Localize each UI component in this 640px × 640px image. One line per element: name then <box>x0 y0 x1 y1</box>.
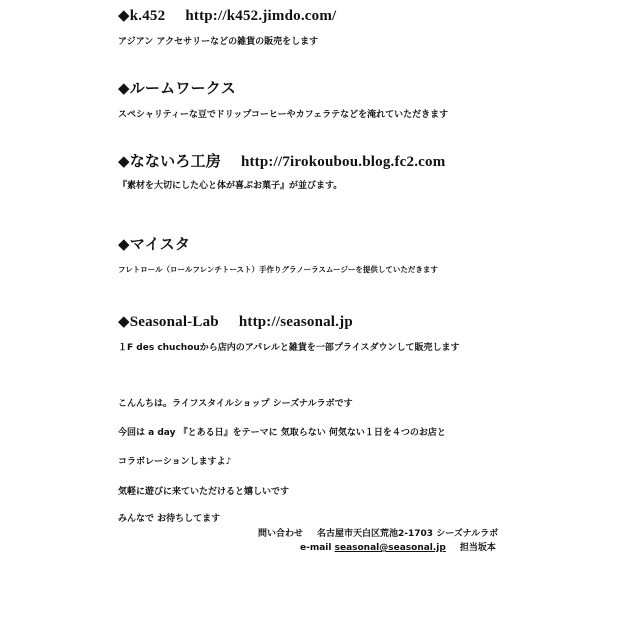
contact-staff: 担当坂本 <box>459 543 496 553</box>
shop-name: ◆ルームワークス <box>118 81 236 97</box>
shop-description: スペシャリティーな豆でドリップコーヒーやカフェラテなどを淹れていただきます <box>118 110 449 120</box>
shop-name: ◆Seasonal-Lab <box>118 314 219 330</box>
message-line: みんなで お待ちしてます <box>118 514 221 524</box>
shop-entry-seasonal-lab <box>118 313 460 354</box>
shop-title <box>118 80 448 98</box>
shop-entry-k452 <box>118 7 336 48</box>
message-line: 気軽に遊びに来ていただけると嬉しいです <box>118 487 290 497</box>
shop-url: http://k452.jimdo.com/ <box>185 8 337 24</box>
shop-title <box>118 7 336 25</box>
shop-name: ◆なないろ工房 <box>118 154 221 170</box>
email-link[interactable]: seasonal@seasonal.jp <box>334 543 446 553</box>
email-label: e-mail <box>300 543 332 553</box>
shop-description: アジアン アクセサリーなどの雑貨の販売をします <box>118 37 319 47</box>
contact-label: 問い合わせ <box>258 529 304 539</box>
shop-description: １F des chuchouから店内のアパレルと雑貨を一部プライスダウンして販売します <box>118 343 460 353</box>
message-line: コラボレーションしますよ♪ <box>118 457 232 467</box>
shop-entry-nanairo <box>118 153 445 192</box>
shop-entry-roomworks <box>118 80 448 121</box>
shop-name: ◆k.452 <box>118 8 166 24</box>
shop-description: フレトロール（ロールフレンチトースト）手作りグラノーラスムージーを提供していただきます <box>118 265 438 274</box>
shop-title <box>118 313 460 331</box>
shop-entry-maista <box>118 236 438 275</box>
contact-address: 名古屋市天白区荒池2-1703 シーズナルラボ <box>317 529 499 539</box>
shop-name: ◆マイスタ <box>118 237 191 253</box>
shop-description: 『素材を大切にした心と体が喜ぶお菓子』が並びます。 <box>118 181 343 191</box>
contact-email-line <box>300 543 496 554</box>
shop-url: http://7irokoubou.blog.fc2.com <box>240 154 446 170</box>
shop-title <box>118 153 445 171</box>
shop-url: http://seasonal.jp <box>238 314 353 330</box>
message-line: 今回は a day 『とある日』をテーマに 気取らない 何気ない１日を４つのお店と <box>118 428 446 438</box>
message-line: こんんちは。ライフスタイルショップ シーズナルラボです <box>118 399 353 409</box>
contact-address-line <box>258 529 498 540</box>
shop-title <box>118 236 438 254</box>
